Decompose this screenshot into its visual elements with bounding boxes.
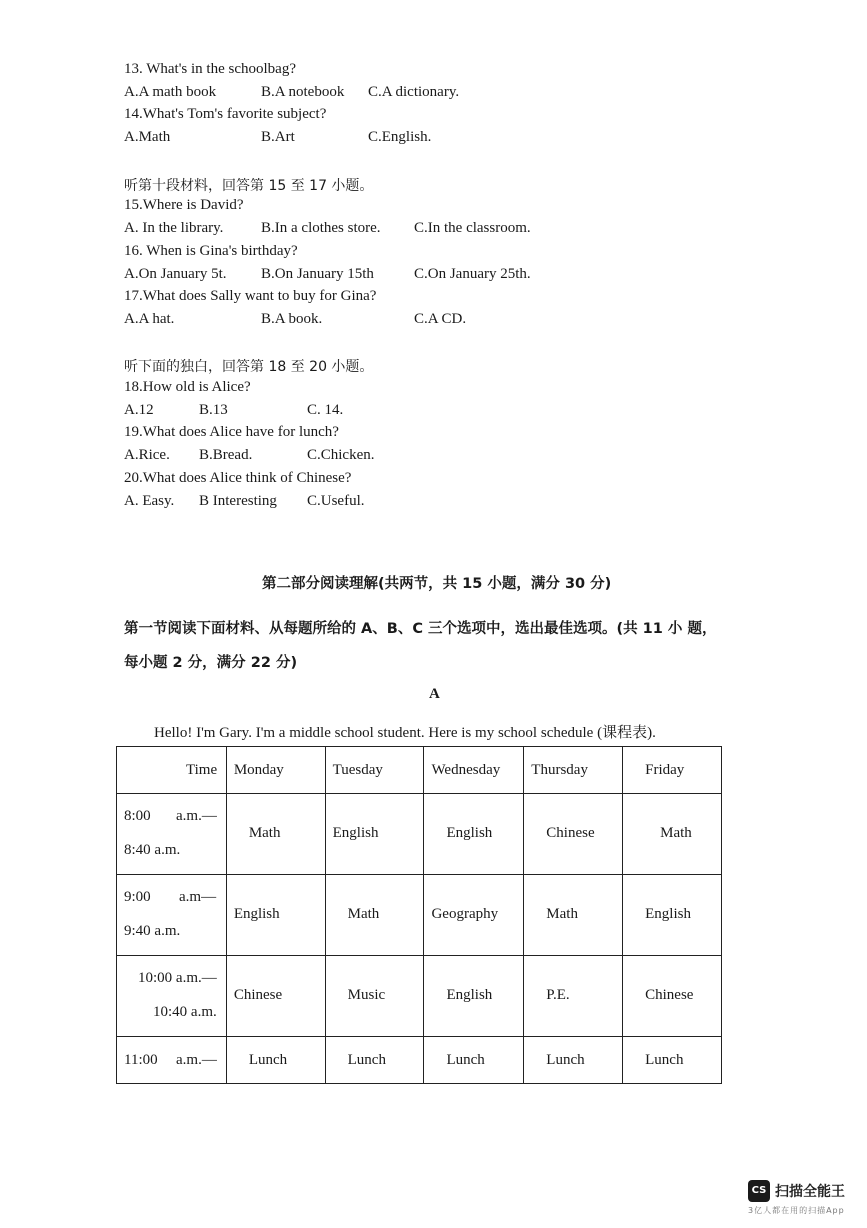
q19-option-c: C.Chicken.: [307, 447, 375, 463]
question-18: 18.How old is Alice?: [124, 379, 251, 395]
header-wednesday: Wednesday: [431, 762, 501, 778]
q13-option-c: C.A dictionary.: [368, 84, 460, 100]
header-tuesday: Tuesday: [332, 762, 383, 778]
subject-cell: English: [446, 987, 493, 1003]
subject-cell: English: [332, 825, 379, 841]
section-one-instructions-line2: 每小题 2 分，满分 22 分): [124, 655, 298, 671]
q13-option-b: B.A notebook: [261, 84, 345, 100]
q18-option-c: C. 14.: [307, 402, 344, 418]
subject-cell: Chinese: [645, 987, 694, 1003]
q13-option-a: A.A math book: [124, 84, 217, 100]
watermark-tagline: 3亿人都在用的扫描App: [748, 1206, 845, 1215]
q16-option-b: B.On January 15th: [261, 266, 374, 282]
subject-cell: Music: [347, 987, 386, 1003]
subject-cell: Lunch: [645, 1052, 684, 1068]
table-row: [117, 1037, 722, 1084]
subject-cell: Lunch: [248, 1052, 288, 1068]
question-20: 20.What does Alice think of Chinese?: [124, 470, 352, 486]
q15-option-c: C.In the classroom.: [414, 220, 531, 236]
time-start: 11:00: [124, 1052, 158, 1068]
header-friday: Friday: [645, 762, 685, 778]
question-17: 17.What does Sally want to buy for Gina?: [124, 288, 377, 304]
header-thursday: Thursday: [531, 762, 588, 778]
time-start: 9:00: [124, 889, 151, 905]
q16-option-a: A.On January 5t.: [124, 266, 227, 282]
q19-option-a: A.Rice.: [124, 447, 170, 463]
part-two-title: 第二部分阅读理解(共两节，共 15 小题，满分 30 分): [262, 576, 612, 592]
q16-option-c: C.On January 25th.: [414, 266, 531, 282]
subject-cell: English: [446, 825, 493, 841]
q14-option-b: B.Art: [261, 129, 295, 145]
camscanner-watermark: [748, 1178, 858, 1222]
q17-option-c: C.A CD.: [414, 311, 467, 327]
section-intro-monologue: 听下面的独白，回答第 18 至 20 小题。: [124, 359, 374, 375]
q15-option-b: B.In a clothes store.: [261, 220, 381, 236]
q17-option-a: A.A hat.: [124, 311, 175, 327]
table-row: [117, 956, 722, 1037]
q18-option-b: B.13: [199, 402, 228, 418]
q20-option-a: A. Easy.: [124, 493, 175, 509]
subject-cell: Math: [248, 825, 281, 841]
table-row: [117, 875, 722, 956]
time-ampm: a.m.—: [176, 1052, 217, 1068]
q18-option-a: A.12: [124, 402, 154, 418]
subject-cell: Geography: [431, 906, 499, 922]
q14-option-a: A.Math: [124, 129, 171, 145]
subject-cell: Lunch: [546, 1052, 585, 1068]
time-end: 9:40 a.m.: [124, 923, 181, 939]
question-15: 15.Where is David?: [124, 197, 244, 213]
camscanner-logo-icon: CS: [748, 1180, 770, 1202]
q15-option-a: A. In the library.: [124, 220, 224, 236]
q14-option-c: C.English.: [368, 129, 432, 145]
table-row: [117, 794, 722, 875]
question-13: 13. What's in the schoolbag?: [124, 61, 296, 77]
question-14: 14.What's Tom's favorite subject?: [124, 106, 327, 122]
subject-cell: P.E.: [546, 987, 570, 1003]
subject-cell: Lunch: [446, 1052, 485, 1068]
time-end: 8:40 a.m.: [124, 842, 181, 858]
subject-cell: English: [645, 906, 691, 922]
watermark-name: 扫描全能王: [775, 1184, 845, 1200]
question-19: 19.What does Alice have for lunch?: [124, 424, 339, 440]
time-ampm: a.m—: [179, 889, 217, 905]
subject-cell: Math: [546, 906, 578, 922]
passage-label: A: [429, 686, 440, 702]
subject-cell: Lunch: [347, 1052, 386, 1068]
q17-option-b: B.A book.: [261, 311, 323, 327]
section-one-instructions-line1: 第一节阅读下面材料、从每题所给的 A、B、C 三个选项中，选出最佳选项。(共 11 小 题，: [124, 621, 717, 637]
subject-cell: Math: [347, 906, 380, 922]
time-end: 10:40 a.m.: [153, 1004, 217, 1020]
time-start: 8:00: [124, 808, 151, 824]
question-16: 16. When is Gina's birthday?: [124, 243, 298, 259]
q20-option-c: C.Useful.: [307, 493, 365, 509]
subject-cell: Math: [660, 825, 692, 841]
school-schedule-table: [116, 746, 722, 1084]
header-monday: Monday: [233, 762, 284, 778]
time-start: 10:00 a.m.—: [138, 970, 217, 986]
passage-intro: Hello! I'm Gary. I'm a middle school student. Here is my school schedule (课程表).: [154, 725, 656, 741]
header-time: Time: [186, 762, 218, 778]
subject-cell: Chinese: [233, 987, 283, 1003]
subject-cell: English: [233, 906, 280, 922]
time-ampm: a.m.—: [176, 808, 217, 824]
q19-option-b: B.Bread.: [199, 447, 253, 463]
q20-option-b: B Interesting: [199, 493, 277, 509]
table-header-row: [117, 747, 722, 794]
subject-cell: Chinese: [546, 825, 595, 841]
section-intro-material-10: 听第十段材料，回答第 15 至 17 小题。: [124, 178, 374, 194]
